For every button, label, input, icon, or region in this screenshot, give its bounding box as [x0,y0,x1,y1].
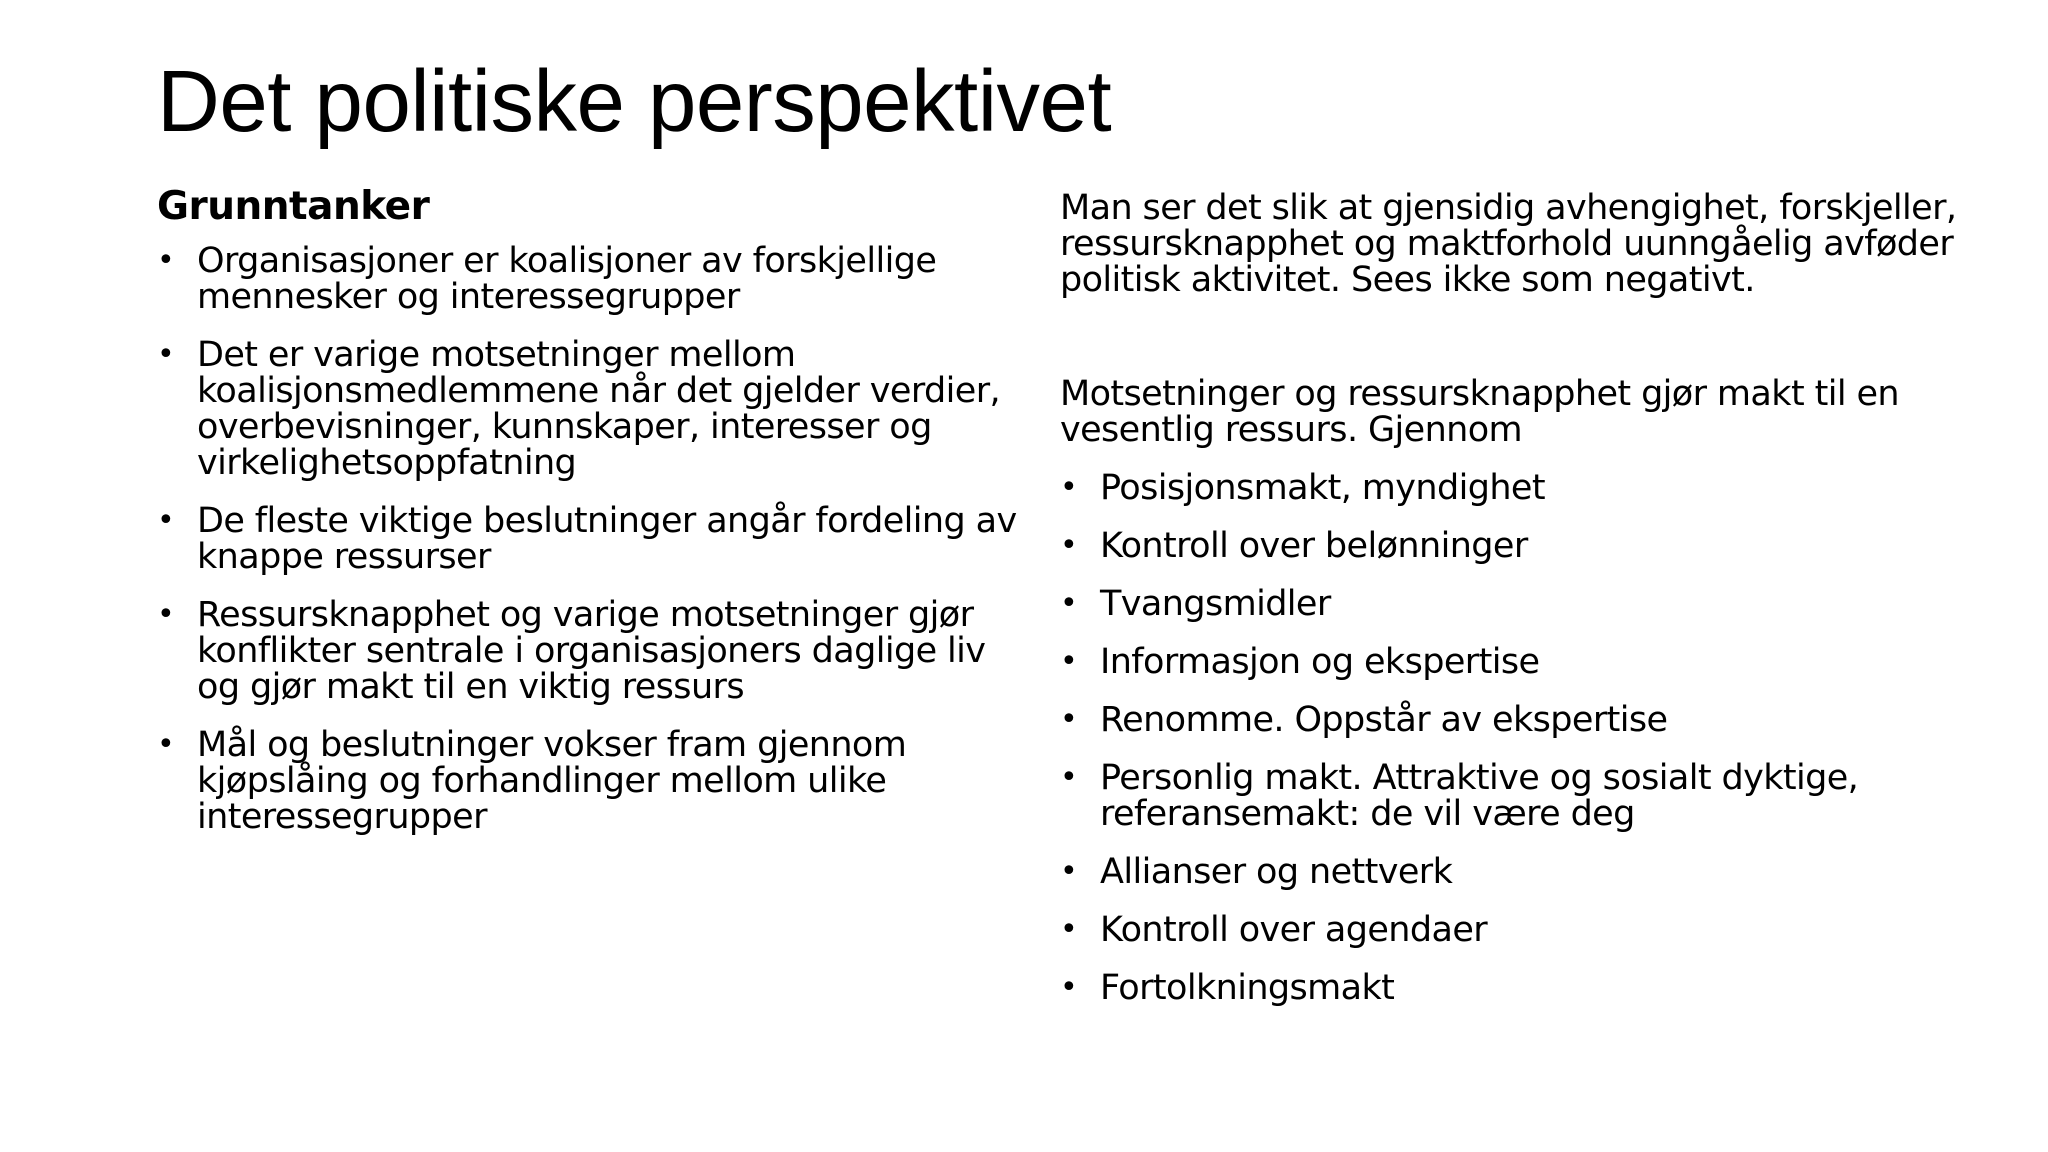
bullet-icon: • [157,596,175,632]
list-item-text: Det er varige motsetninger mellom koalisjonsmedlemmene når det gjelder verdier, overbevisninger, kunnskaper, interesser og virkelighetsoppfatning [197,334,1001,483]
list-item [157,594,1017,707]
list-item-text: Personlig makt. Attraktive og sosialt dyktige, referansemakt: de vil være deg [1100,758,1859,834]
left-column [157,184,1017,857]
bullet-icon: • [1060,644,1078,679]
list-item [157,240,1017,317]
list-item [1060,702,1960,738]
list-item-text: Mål og beslutninger vokser fram gjennom kjøpslåing og forhandlinger mellom ulike interessegrupper [197,724,907,837]
list-item [1060,644,1960,680]
bullet-icon: • [1060,702,1078,737]
list-item-text: Ressursknapphet og varige motsetninger gjør konflikter sentrale i organisasjoners daglige liv og gjør makt til en viktig ressurs [197,594,986,707]
list-item [157,334,1017,483]
right-paragraph-1: Man ser det slik at gjensidig avhengighet, forskjeller, ressursknapphet og maktforhold uunngåelig avføder politisk aktivitet. Sees ikke som negativt. [1060,188,1957,300]
list-item-text: Allianser og nettverk [1100,852,1453,892]
bullet-icon: • [1060,912,1078,947]
list-item [157,500,1017,577]
list-item [1060,854,1960,890]
list-item [1060,970,1960,1006]
bullet-icon: • [1060,528,1078,563]
list-item-text: Posisjonsmakt, myndighet [1100,468,1545,508]
bullet-icon: • [1060,586,1078,621]
left-bullet-list [157,240,1017,837]
list-item [157,724,1017,837]
bullet-icon: • [157,336,175,372]
right-bullet-list [1060,470,1960,1006]
list-item [1060,912,1960,948]
list-item [1060,528,1960,564]
list-item-text: Organisasjoner er koalisjoner av forskjellige mennesker og interessegrupper [197,240,937,317]
list-item-text: De fleste viktige beslutninger angår fordeling av knappe ressurser [197,500,1017,577]
list-item-text: Fortolkningsmakt [1100,968,1395,1008]
bullet-icon: • [1060,760,1078,795]
bullet-icon: • [1060,854,1078,889]
list-item-text: Kontroll over belønninger [1100,526,1528,566]
list-item-text: Informasjon og ekspertise [1100,642,1540,682]
bullet-icon: • [157,726,175,762]
bullet-icon: • [157,242,175,278]
bullet-icon: • [1060,970,1078,1005]
list-item-text: Renomme. Oppstår av ekspertise [1100,700,1668,740]
bullet-icon: • [1060,470,1078,505]
list-item [1060,586,1960,622]
list-item [1060,760,1960,832]
right-paragraph-2: Motsetninger og ressursknapphet gjør makt til en vesentlig ressurs. Gjennom [1060,374,1900,450]
list-item [1060,470,1960,506]
list-item-text: Tvangsmidler [1100,584,1331,624]
right-column [1060,190,1960,1028]
list-item-text: Kontroll over agendaer [1100,910,1488,950]
slide-title: Det politiske perspektivet [157,53,1112,150]
left-heading: Grunntanker [157,184,430,229]
bullet-icon: • [157,502,175,538]
